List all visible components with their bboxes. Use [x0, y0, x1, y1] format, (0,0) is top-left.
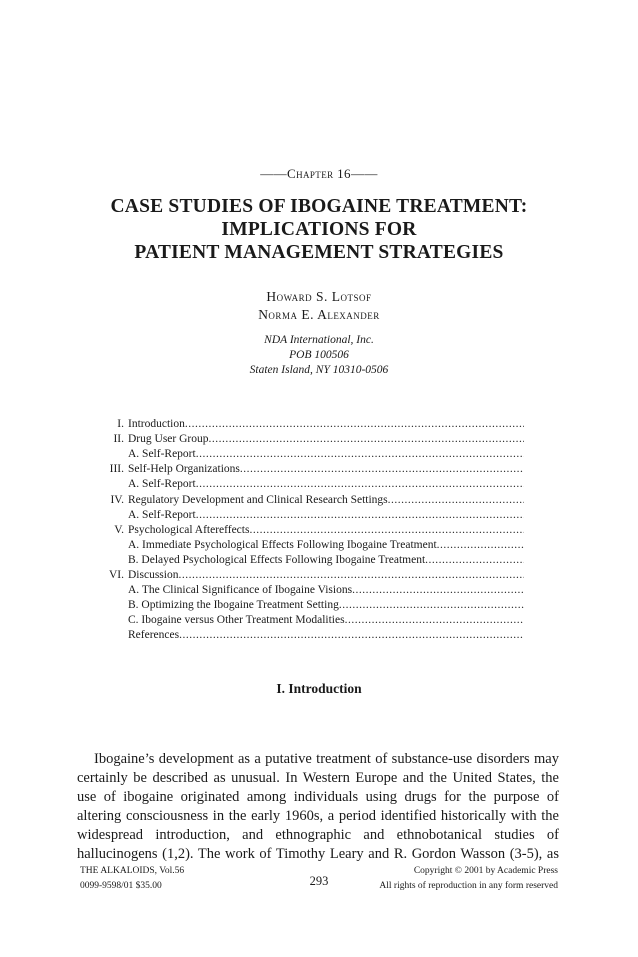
toc-entry: [84, 508, 524, 523]
toc-entry-title: Regulatory Development and Clinical Research Settings .....: [128, 493, 524, 508]
paragraph-line-6: hallucinogens (1,2). The work of Timothy Leary and R. Gordon Wasson (3-5), as: [77, 846, 559, 862]
affiliation-line-3: Staten Island, NY 10310-0506: [249, 364, 389, 376]
toc-entry-title: A. Self-Report .....: [128, 447, 524, 462]
toc-entry-number: IV.: [110, 493, 124, 506]
chapter-title-line-3: PATIENT MANAGEMENT STRATEGIES: [134, 242, 504, 263]
toc-entry-title: C. Ibogaine versus Other Treatment Modalities .....: [128, 613, 524, 628]
section-heading: I. Introduction: [276, 681, 362, 696]
toc-entry-title: A. Self-Report .....: [128, 508, 524, 523]
toc-entry-number: VI.: [108, 569, 124, 581]
footer-copyright: Copyright © 2001 by Academic Press: [413, 866, 558, 876]
toc-entry: [84, 447, 524, 462]
toc-entry: [84, 613, 524, 628]
footer-rights: All rights of reproduction in any form reserved: [379, 881, 558, 891]
toc-entry-title: References .....: [128, 628, 524, 643]
toc-entry-title: A. Self-Report .....: [128, 477, 524, 492]
toc-entry-title: Discussion .....: [128, 568, 524, 583]
chapter-title-line-1: CASE STUDIES OF IBOGAINE TREATMENT:: [110, 196, 528, 217]
paragraph-line-5: widespread introduction, and ethnographic and ethnobotanical studies of: [77, 827, 559, 843]
paragraph-line-4: altering consciousness in the early 1960s, a period identified historically with the: [77, 808, 559, 824]
toc-entry: [84, 493, 524, 508]
toc-entry: [84, 523, 524, 538]
toc-entry-title: Self-Help Organizations .....: [128, 462, 524, 477]
toc-entry-number: I.: [117, 418, 124, 430]
chapter-label: Chapter 16: [287, 166, 351, 181]
paragraph-line-3: use of ibogaine originated among individuals using drugs for the purpose of: [77, 789, 559, 805]
chapter-title-line-2: IMPLICATIONS FOR: [221, 219, 417, 240]
footer-issn-price: 0099-9598/01 $35.00: [80, 881, 162, 891]
toc-entry-number: III.: [109, 463, 124, 476]
footer-series-volume: THE ALKALOIDS, Vol.56: [80, 866, 185, 876]
toc-entry: [84, 432, 524, 447]
toc-entry: [84, 583, 524, 598]
affiliation-line-1: NDA International, Inc.: [264, 334, 374, 346]
toc-entry-title: Drug User Group .....: [128, 432, 524, 447]
toc-entry-title: Introduction .....: [128, 417, 524, 432]
toc-entry-title: B. Delayed Psychological Effects Following Ibogaine Treatment .....: [128, 553, 524, 568]
chapter-heading: [0, 166, 638, 182]
author-1: Howard S. Lotsof: [266, 289, 372, 304]
toc-entry-title: A. The Clinical Significance of Ibogaine Visions .....: [128, 583, 524, 598]
paragraph-line-1: Ibogaine’s development as a putative treatment of substance-use disorders may: [94, 751, 559, 767]
author-2: Norma E. Alexander: [258, 307, 380, 322]
toc-entry: [84, 538, 524, 553]
toc-entry: [84, 417, 524, 432]
toc-entry-number: V.: [114, 523, 124, 536]
page-number: 293: [309, 874, 329, 888]
toc-entry-title: A. Immediate Psychological Effects Following Ibogaine Treatment .....: [128, 538, 524, 553]
toc-entry: [84, 628, 524, 643]
toc-entry: [84, 568, 524, 583]
toc-entry-title: B. Optimizing the Ibogaine Treatment Setting .....: [128, 598, 524, 613]
chapter-dash-right: ——: [350, 166, 378, 181]
toc-entry: [84, 553, 524, 568]
chapter-dash-left: ——: [260, 166, 288, 181]
affiliation-line-2: POB 100506: [289, 349, 349, 361]
toc-entry-title: Psychological Aftereffects .....: [128, 523, 524, 538]
toc-entry: [84, 462, 524, 477]
toc-entry: [84, 477, 524, 492]
paragraph-line-2: certainly be described as unusual. In Western Europe and the United States, the: [77, 770, 559, 786]
toc-entry-number: II.: [113, 433, 124, 446]
toc-entry: [84, 598, 524, 613]
